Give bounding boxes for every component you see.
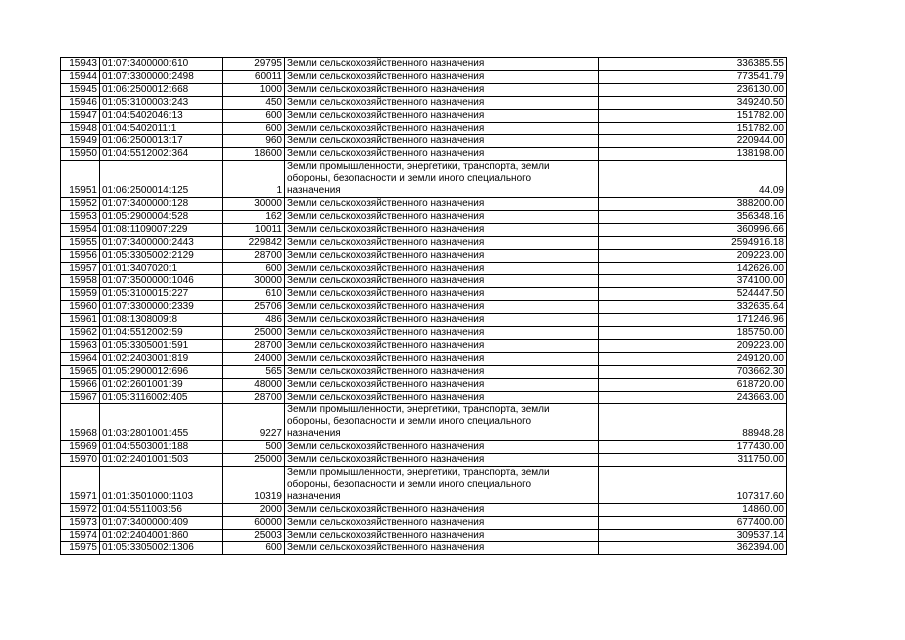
row-number-cell: 15946	[61, 96, 100, 109]
area-cell: 610	[223, 288, 285, 301]
land-category-line: Земли сельскохозяйственного назначения	[287, 454, 485, 466]
land-category-cell	[285, 70, 599, 83]
area-cell: 48000	[223, 378, 285, 391]
row-number-cell: 15947	[61, 109, 100, 122]
table-row	[61, 314, 787, 327]
table-row	[61, 503, 787, 516]
row-number-cell: 15959	[61, 288, 100, 301]
cadastral-number-cell: 01:04:5503001:188	[100, 441, 223, 454]
table-row	[61, 327, 787, 340]
table-row	[61, 454, 787, 467]
table-row	[61, 301, 787, 314]
land-category-cell	[285, 148, 599, 161]
land-category-line: Земли сельскохозяйственного назначения	[287, 249, 485, 261]
land-category-line: Земли сельскохозяйственного назначения	[287, 378, 485, 390]
cadastral-number-cell: 01:08:1109007:229	[100, 223, 223, 236]
area-cell: 1	[223, 161, 285, 198]
cadastral-value-cell: 209223.00	[599, 249, 787, 262]
cadastral-value-cell: 773541.79	[599, 70, 787, 83]
table-row	[61, 148, 787, 161]
cadastral-number-cell: 01:05:3100003:243	[100, 96, 223, 109]
land-category-line: Земли сельскохозяйственного назначения	[287, 96, 485, 108]
land-category-line: Земли сельскохозяйственного назначения	[287, 70, 485, 82]
land-category-line: Земли сельскохозяйственного назначения	[287, 441, 485, 453]
table-row	[61, 378, 787, 391]
row-number-cell: 15975	[61, 542, 100, 555]
row-number-cell: 15958	[61, 275, 100, 288]
area-cell: 600	[223, 542, 285, 555]
cadastral-number-cell: 01:06:2500012:668	[100, 83, 223, 96]
row-number-cell: 15964	[61, 352, 100, 365]
row-number-cell: 15953	[61, 210, 100, 223]
row-number-cell: 15951	[61, 161, 100, 198]
table-row	[61, 236, 787, 249]
table-row	[61, 275, 787, 288]
row-number-cell: 15944	[61, 70, 100, 83]
land-category-line: обороны, безопасности и земли иного специального	[287, 416, 532, 428]
cadastral-number-cell: 01:04:5402011:1	[100, 122, 223, 135]
table-row	[61, 223, 787, 236]
cadastral-value-cell: 349240.50	[599, 96, 787, 109]
land-category-line: Земли сельскохозяйственного назначения	[287, 197, 485, 209]
table-row	[61, 288, 787, 301]
land-category-line: Земли сельскохозяйственного назначения	[287, 148, 485, 160]
cadastral-number-cell: 01:07:3400000:128	[100, 197, 223, 210]
row-number-cell: 15967	[61, 391, 100, 404]
cadastral-number-cell: 01:05:3305002:1306	[100, 542, 223, 555]
area-cell: 30000	[223, 197, 285, 210]
table-row	[61, 404, 787, 441]
land-category-cell	[285, 197, 599, 210]
land-category-cell	[285, 275, 599, 288]
cadastral-value-cell: 88948.28	[599, 404, 787, 441]
cadastral-number-cell: 01:05:3116002:405	[100, 391, 223, 404]
area-cell: 28700	[223, 339, 285, 352]
land-category-line: Земли сельскохозяйственного назначения	[287, 516, 485, 528]
area-cell: 29795	[223, 58, 285, 71]
cadastral-number-cell: 01:05:3305002:2129	[100, 249, 223, 262]
land-category-line: назначения	[287, 490, 341, 502]
land-category-cell	[285, 391, 599, 404]
cadastral-value-cell: 151782.00	[599, 122, 787, 135]
land-category-line: Земли сельскохозяйственного назначения	[287, 275, 485, 287]
table-row	[61, 58, 787, 71]
land-category-cell	[285, 404, 599, 441]
area-cell: 1000	[223, 83, 285, 96]
table-row	[61, 467, 787, 504]
land-category-line: Земли сельскохозяйственного назначения	[287, 236, 485, 248]
area-cell: 500	[223, 441, 285, 454]
land-category-cell	[285, 365, 599, 378]
cadastral-value-cell: 618720.00	[599, 378, 787, 391]
area-cell: 600	[223, 109, 285, 122]
table-row	[61, 441, 787, 454]
area-cell: 25003	[223, 529, 285, 542]
cadastral-value-cell: 388200.00	[599, 197, 787, 210]
table-row	[61, 70, 787, 83]
land-category-line: Земли сельскохозяйственного назначения	[287, 109, 485, 121]
row-number-cell: 15952	[61, 197, 100, 210]
cadastral-value-cell: 332635.64	[599, 301, 787, 314]
cadastral-value-cell: 44.09	[599, 161, 787, 198]
land-category-line: Земли сельскохозяйственного назначения	[287, 288, 485, 300]
row-number-cell: 15968	[61, 404, 100, 441]
area-cell: 600	[223, 262, 285, 275]
cadastral-number-cell: 01:02:2404001:860	[100, 529, 223, 542]
land-category-cell	[285, 542, 599, 555]
land-category-cell	[285, 352, 599, 365]
cadastral-number-cell: 01:04:5511003:56	[100, 503, 223, 516]
area-cell: 2000	[223, 503, 285, 516]
table-row	[61, 161, 787, 198]
land-category-cell	[285, 122, 599, 135]
land-category-line: Земли промышленности, энергетики, транспорта, земли	[287, 467, 550, 478]
cadastral-number-cell: 01:07:3500000:1046	[100, 275, 223, 288]
cadastral-number-cell: 01:05:2900004:528	[100, 210, 223, 223]
area-cell: 28700	[223, 249, 285, 262]
cadastral-value-cell: 142626.00	[599, 262, 787, 275]
cadastral-number-cell: 01:06:2500014:125	[100, 161, 223, 198]
cadastral-value-cell: 249120.00	[599, 352, 787, 365]
land-category-line: Земли промышленности, энергетики, транспорта, земли	[287, 404, 550, 416]
row-number-cell: 15943	[61, 58, 100, 71]
land-category-cell	[285, 109, 599, 122]
land-category-line: Земли сельскохозяйственного назначения	[287, 262, 485, 274]
cadastral-value-cell: 243663.00	[599, 391, 787, 404]
table-row	[61, 122, 787, 135]
land-category-line: обороны, безопасности и земли иного специального	[287, 478, 532, 490]
area-cell: 24000	[223, 352, 285, 365]
row-number-cell: 15971	[61, 467, 100, 504]
cadastral-number-cell: 01:05:3305001:591	[100, 339, 223, 352]
area-cell: 25000	[223, 327, 285, 340]
land-category-cell	[285, 135, 599, 148]
cadastral-number-cell: 01:01:3407020:1	[100, 262, 223, 275]
row-number-cell: 15961	[61, 314, 100, 327]
row-number-cell: 15965	[61, 365, 100, 378]
area-cell: 60011	[223, 70, 285, 83]
land-category-cell	[285, 58, 599, 71]
area-cell: 565	[223, 365, 285, 378]
table-row	[61, 339, 787, 352]
land-category-line: Земли сельскохозяйственного назначения	[287, 529, 485, 541]
cadastral-value-cell: 107317.60	[599, 467, 787, 504]
cadastral-number-cell: 01:03:2801001:455	[100, 404, 223, 441]
cadastral-value-cell: 362394.00	[599, 542, 787, 555]
land-category-cell	[285, 529, 599, 542]
area-cell: 600	[223, 122, 285, 135]
cadastral-value-cell: 171246.96	[599, 314, 787, 327]
cadastral-number-cell: 01:08:1308009:8	[100, 314, 223, 327]
area-cell: 162	[223, 210, 285, 223]
cadastral-value-cell: 524447.50	[599, 288, 787, 301]
cadastral-value-cell: 151782.00	[599, 109, 787, 122]
land-category-cell	[285, 249, 599, 262]
land-category-cell	[285, 262, 599, 275]
row-number-cell: 15972	[61, 503, 100, 516]
row-number-cell: 15950	[61, 148, 100, 161]
table-row	[61, 96, 787, 109]
area-cell: 450	[223, 96, 285, 109]
land-category-line: Земли сельскохозяйственного назначения	[287, 314, 485, 326]
row-number-cell: 15969	[61, 441, 100, 454]
table-body	[61, 58, 787, 555]
land-category-cell	[285, 327, 599, 340]
cadastral-number-cell: 01:01:3501000:1103	[100, 467, 223, 504]
cadastral-number-cell: 01:06:2500013:17	[100, 135, 223, 148]
land-category-cell	[285, 83, 599, 96]
land-category-cell	[285, 161, 599, 198]
land-category-line: Земли сельскохозяйственного назначения	[287, 210, 485, 222]
land-category-cell	[285, 516, 599, 529]
cadastral-number-cell: 01:04:5512002:59	[100, 327, 223, 340]
land-category-line: Земли сельскохозяйственного назначения	[287, 542, 485, 554]
table-row	[61, 352, 787, 365]
area-cell: 486	[223, 314, 285, 327]
cadastral-value-cell: 374100.00	[599, 275, 787, 288]
cadastral-value-cell: 703662.30	[599, 365, 787, 378]
cadastral-value-cell: 14860.00	[599, 503, 787, 516]
table-row	[61, 83, 787, 96]
row-number-cell: 15970	[61, 454, 100, 467]
land-category-cell	[285, 467, 599, 504]
row-number-cell: 15974	[61, 529, 100, 542]
land-category-line: Земли сельскохозяйственного назначения	[287, 391, 485, 403]
land-category-cell	[285, 236, 599, 249]
row-number-cell: 15954	[61, 223, 100, 236]
land-category-cell	[285, 339, 599, 352]
land-category-line: Земли сельскохозяйственного назначения	[287, 365, 485, 377]
cadastral-value-cell: 336385.55	[599, 58, 787, 71]
table-row	[61, 197, 787, 210]
area-cell: 28700	[223, 391, 285, 404]
table-row	[61, 109, 787, 122]
area-cell: 25000	[223, 454, 285, 467]
land-category-cell	[285, 223, 599, 236]
land-category-line: Земли сельскохозяйственного назначения	[287, 352, 485, 364]
land-category-cell	[285, 301, 599, 314]
cadastral-number-cell: 01:05:3100015:227	[100, 288, 223, 301]
table-row	[61, 391, 787, 404]
land-category-line: Земли сельскохозяйственного назначения	[287, 339, 485, 351]
table-row	[61, 529, 787, 542]
cadastral-value-cell: 360996.66	[599, 223, 787, 236]
land-category-cell	[285, 441, 599, 454]
cadastral-value-cell: 2594916.18	[599, 236, 787, 249]
row-number-cell: 15973	[61, 516, 100, 529]
cadastral-value-cell: 356348.16	[599, 210, 787, 223]
table-row	[61, 542, 787, 555]
land-category-cell	[285, 288, 599, 301]
cadastral-number-cell: 01:02:2601001:39	[100, 378, 223, 391]
row-number-cell: 15956	[61, 249, 100, 262]
land-category-cell	[285, 210, 599, 223]
land-category-cell	[285, 96, 599, 109]
area-cell: 10011	[223, 223, 285, 236]
row-number-cell: 15966	[61, 378, 100, 391]
cadastral-value-cell: 138198.00	[599, 148, 787, 161]
land-parcel-table	[60, 57, 787, 555]
cadastral-value-cell: 311750.00	[599, 454, 787, 467]
area-cell: 60000	[223, 516, 285, 529]
row-number-cell: 15962	[61, 327, 100, 340]
land-category-line: назначения	[287, 185, 341, 197]
area-cell: 229842	[223, 236, 285, 249]
area-cell: 960	[223, 135, 285, 148]
land-category-cell	[285, 503, 599, 516]
cadastral-value-cell: 185750.00	[599, 327, 787, 340]
land-category-line: назначения	[287, 428, 341, 440]
land-category-cell	[285, 378, 599, 391]
table-row	[61, 210, 787, 223]
table-row	[61, 516, 787, 529]
area-cell: 18600	[223, 148, 285, 161]
area-cell: 30000	[223, 275, 285, 288]
row-number-cell: 15960	[61, 301, 100, 314]
land-category-line: Земли сельскохозяйственного назначения	[287, 301, 485, 313]
cadastral-number-cell: 01:07:3400000:2443	[100, 236, 223, 249]
land-category-line: Земли сельскохозяйственного назначения	[287, 135, 485, 147]
table-row	[61, 365, 787, 378]
land-category-line: Земли сельскохозяйственного назначения	[287, 223, 485, 235]
row-number-cell: 15945	[61, 83, 100, 96]
cadastral-value-cell: 236130.00	[599, 83, 787, 96]
cadastral-number-cell: 01:07:3300000:2498	[100, 70, 223, 83]
area-cell: 9227	[223, 404, 285, 441]
land-category-cell	[285, 454, 599, 467]
row-number-cell: 15955	[61, 236, 100, 249]
cadastral-value-cell: 677400.00	[599, 516, 787, 529]
cadastral-number-cell: 01:07:3400000:610	[100, 58, 223, 71]
cadastral-number-cell: 01:04:5512002:364	[100, 148, 223, 161]
area-cell: 10319	[223, 467, 285, 504]
cadastral-value-cell: 209223.00	[599, 339, 787, 352]
land-category-line: обороны, безопасности и земли иного специального	[287, 173, 532, 185]
table-row	[61, 262, 787, 275]
cadastral-number-cell: 01:02:2401001:503	[100, 454, 223, 467]
cadastral-number-cell: 01:05:2900012:696	[100, 365, 223, 378]
row-number-cell: 15963	[61, 339, 100, 352]
land-category-cell	[285, 314, 599, 327]
cadastral-value-cell: 177430.00	[599, 441, 787, 454]
area-cell: 25706	[223, 301, 285, 314]
row-number-cell: 15949	[61, 135, 100, 148]
table-row	[61, 135, 787, 148]
land-category-line: Земли сельскохозяйственного назначения	[287, 122, 485, 134]
row-number-cell: 15957	[61, 262, 100, 275]
cadastral-number-cell: 01:07:3400000:409	[100, 516, 223, 529]
cadastral-value-cell: 309537.14	[599, 529, 787, 542]
land-category-line: Земли сельскохозяйственного назначения	[287, 58, 485, 69]
cadastral-number-cell: 01:07:3300000:2339	[100, 301, 223, 314]
cadastral-number-cell: 01:04:5402046:13	[100, 109, 223, 122]
table-row	[61, 249, 787, 262]
land-category-line: Земли сельскохозяйственного назначения	[287, 503, 485, 515]
land-category-line: Земли сельскохозяйственного назначения	[287, 327, 485, 339]
cadastral-number-cell: 01:02:2403001:819	[100, 352, 223, 365]
land-category-line: Земли сельскохозяйственного назначения	[287, 83, 485, 95]
land-category-line: Земли промышленности, энергетики, транспорта, земли	[287, 161, 550, 173]
row-number-cell: 15948	[61, 122, 100, 135]
cadastral-value-cell: 220944.00	[599, 135, 787, 148]
